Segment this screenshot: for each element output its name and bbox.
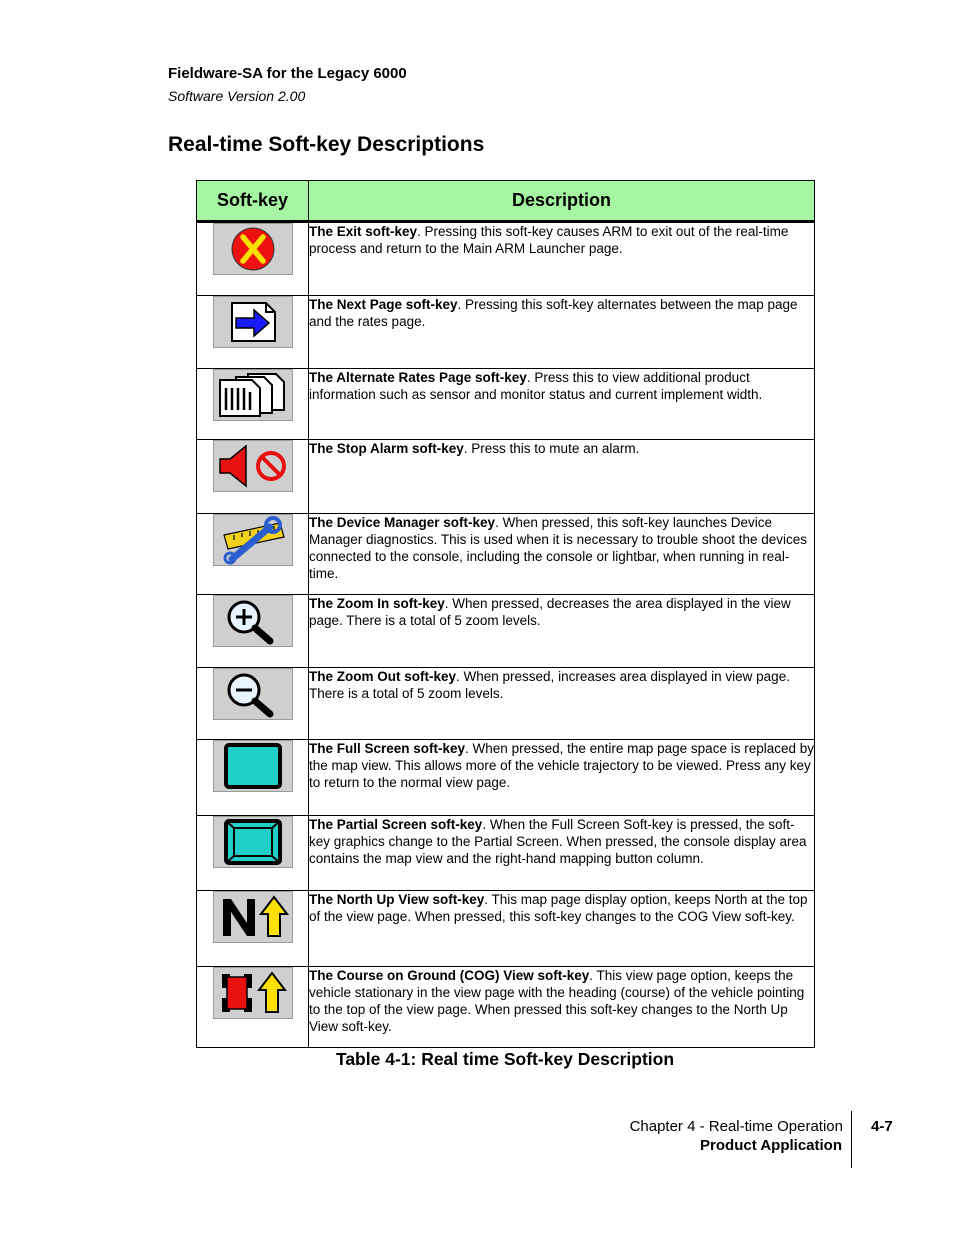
table-row: [197, 967, 815, 1048]
table-header-row: [197, 181, 815, 222]
softkey-description: . When pressed, the entire map page space is replaced by the map view. This allows more of the vehicle trajectory to be viewed. Press any key to return to the normal view page.: [309, 741, 814, 790]
partial-screen-icon: [213, 816, 293, 868]
table-row: [197, 514, 815, 595]
zoom-in-icon: [213, 595, 293, 647]
softkey-name: The Stop Alarm soft-key: [309, 441, 464, 456]
softkey-name: The North Up View soft-key: [309, 892, 485, 907]
footer-chapter: Chapter 4 - Real-time Operation: [629, 1118, 843, 1135]
document-title: Fieldware-SA for the Legacy 6000: [168, 65, 407, 82]
table-row: [197, 816, 815, 891]
footer-divider: [851, 1111, 852, 1168]
softkey-name: The Course on Ground (COG) View soft-key: [309, 968, 590, 983]
table-row: [197, 369, 815, 440]
softkey-description: . When the Full Screen Soft-key is pressed, the soft-key graphics change to the Partial Screen. When pressed, the console display area contains the map view and the right-hand mapping button column.: [309, 817, 807, 866]
table-row: [197, 296, 815, 369]
softkey-name: The Partial Screen soft-key: [309, 817, 483, 832]
softkey-description: . When pressed, this soft-key launches Device Manager diagnostics. This is used when it is necessary to trouble shoot the devices connected to the console, including the console or lightbar, when running in real-time.: [309, 515, 808, 581]
softkey-description: . Pressing this soft-key alternates between the map page and the rates page.: [309, 297, 798, 329]
full-screen-icon: [213, 740, 293, 792]
softkey-description: . Press this to view additional product information such as sensor and monitor status and current implement width.: [309, 370, 763, 402]
exit-icon: [213, 223, 293, 275]
table-row: [197, 440, 815, 514]
softkey-table: [196, 180, 815, 1048]
software-version: Software Version 2.00: [168, 88, 306, 104]
softkey-name: The Alternate Rates Page soft-key: [309, 370, 527, 385]
softkey-description: . When pressed, decreases the area displayed in the view page. There is a total of 5 zoom levels.: [309, 596, 791, 628]
table-row: [197, 891, 815, 967]
softkey-description: . Pressing this soft-key causes ARM to exit out of the real-time process and return to the Main ARM Launcher page.: [309, 224, 789, 256]
table-row: [197, 740, 815, 816]
table-row: [197, 222, 815, 296]
column-header-softkey: Soft-key: [197, 181, 309, 222]
softkey-description: . This view page option, keeps the vehicle stationary in the view page with the heading (course) of the vehicle pointing to the top of the view page. When pressed this soft-key changes to the North Up View soft-key.: [309, 968, 805, 1034]
table-row: [197, 668, 815, 740]
table-caption: Table 4-1: Real time Soft-key Description: [335, 1049, 675, 1069]
page-number: 4-7: [871, 1118, 893, 1135]
softkey-name: The Zoom Out soft-key: [309, 669, 457, 684]
section-title: Real-time Soft-key Descriptions: [168, 133, 485, 156]
softkey-name: The Device Manager soft-key: [309, 515, 496, 530]
softkey-name: The Zoom In soft-key: [309, 596, 445, 611]
alternate-rates-icon: [213, 369, 293, 421]
zoom-out-icon: [213, 668, 293, 720]
footer-product: Product Application: [700, 1137, 842, 1154]
softkey-description: . When pressed, increases area displayed in view page. There is a total of 5 zoom levels.: [309, 669, 790, 701]
course-on-ground-icon: [213, 967, 293, 1019]
next-page-icon: [213, 296, 293, 348]
softkey-name: The Next Page soft-key: [309, 297, 458, 312]
softkey-description: . This map page display option, keeps North at the top of the view page. When pressed, this soft-key changes to the COG View soft-key.: [309, 892, 808, 924]
device-manager-icon: [213, 514, 293, 566]
north-up-icon: [213, 891, 293, 943]
softkey-name: The Exit soft-key: [309, 224, 418, 239]
column-header-description: Description: [309, 181, 815, 222]
stop-alarm-icon: [213, 440, 293, 492]
softkey-description: . Press this to mute an alarm.: [463, 441, 640, 456]
table-row: [197, 595, 815, 668]
softkey-name: The Full Screen soft-key: [309, 741, 466, 756]
